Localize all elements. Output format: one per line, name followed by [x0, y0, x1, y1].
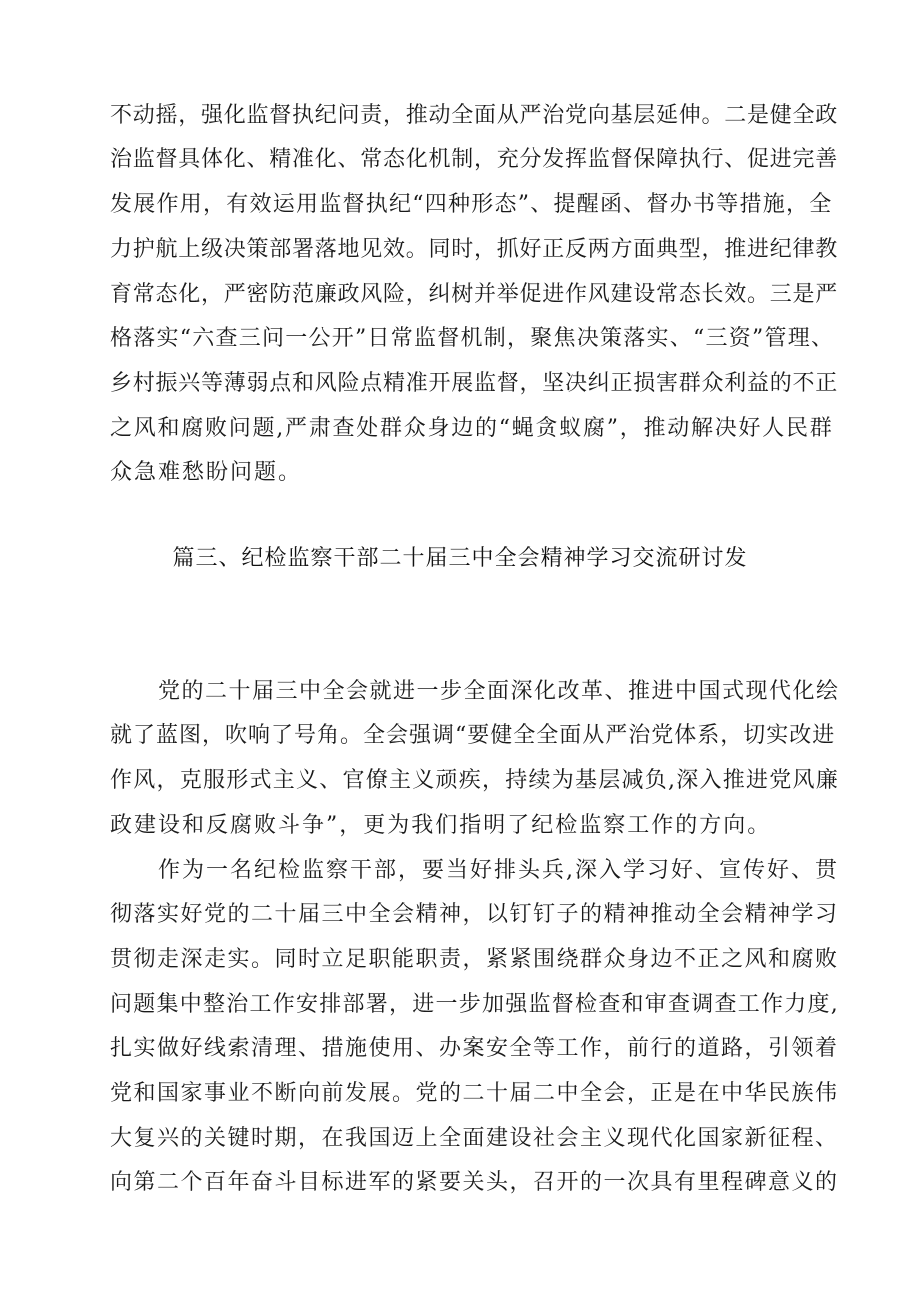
- paragraph-line: 就了蓝图，吹响了号角。全会强调“要健全全面从严治党体系，切实改进: [110, 723, 836, 748]
- prev-section-line: 不动摇，强化监督执纪问责，推动全面从严治党向基层延伸。二是健全政: [110, 103, 839, 128]
- prev-section-line: 之风和腐败问题,严肃查处群众身边的“蝇贪蚁腐”，推动解决好人民群: [110, 416, 834, 441]
- paragraph-line: 党和国家事业不断向前发展。党的二十届二中全会，正是在中华民族伟: [110, 1081, 839, 1106]
- prev-section-line: 育常态化，严密防范廉政风险，纠树并举促进作风建设常态长效。三是严: [110, 282, 839, 307]
- prev-section-line: 治监督具体化、精准化、常态化机制，充分发挥监督保障执行、促进完善: [110, 147, 839, 172]
- paragraph-line: 大复兴的关键时期，在我国迈上全面建设社会主义现代化国家新征程、: [110, 1126, 839, 1151]
- paragraph-line: 党的二十届三中全会就进一步全面深化改革、推进中国式现代化绘: [158, 679, 840, 704]
- paragraph-line: 政建设和反腐败斗争”，更为我们指明了纪检监察工作的方向。: [110, 813, 772, 838]
- paragraph-line: 向第二个百年奋斗目标进军的紧要关头，召开的一次具有里程碑意义的: [110, 1170, 839, 1195]
- paragraph-line: 问题集中整治工作安排部署，进一步加强监督检查和审查调查工作力度,: [110, 992, 839, 1017]
- prev-section-line: 发展作用，有效运用监督执纪“四种形态”、提醒函、督办书等措施，全: [110, 192, 833, 217]
- prev-section-line: 乡村振兴等薄弱点和风险点精准开展监督，坚决纠正损害群众利益的不正: [110, 371, 839, 396]
- prev-section-line: 格落实“六查三问一公开”日常监督机制，聚焦决策落实、“三资”管理、: [110, 326, 835, 351]
- prev-section-line: 力护航上级决策部署落地见效。同时，抓好正反两方面典型，推进纪律教: [110, 237, 839, 262]
- paragraph-line: 彻落实好党的二十届三中全会精神，以钉钉子的精神推动全会精神学习: [110, 902, 839, 927]
- paragraph-line: 贯彻走深走实。同时立足职能职责，紧紧围绕群众身边不正之风和腐败: [110, 947, 839, 972]
- paragraph-line: 扎实做好线索清理、措施使用、办案安全等工作，前行的道路，引领着: [110, 1036, 839, 1061]
- section-heading: 篇三、纪检监察干部二十届三中全会精神学习交流研讨发: [172, 546, 748, 571]
- paragraph-line: 作为一名纪检监察干部，要当好排头兵,深入学习好、宣传好、贯: [158, 858, 839, 883]
- paragraph-line: 作风，克服形式主义、官僚主义顽疾，持续为基层减负,深入推进党风廉: [110, 768, 839, 793]
- prev-section-line: 众急难愁盼问题。: [110, 460, 303, 485]
